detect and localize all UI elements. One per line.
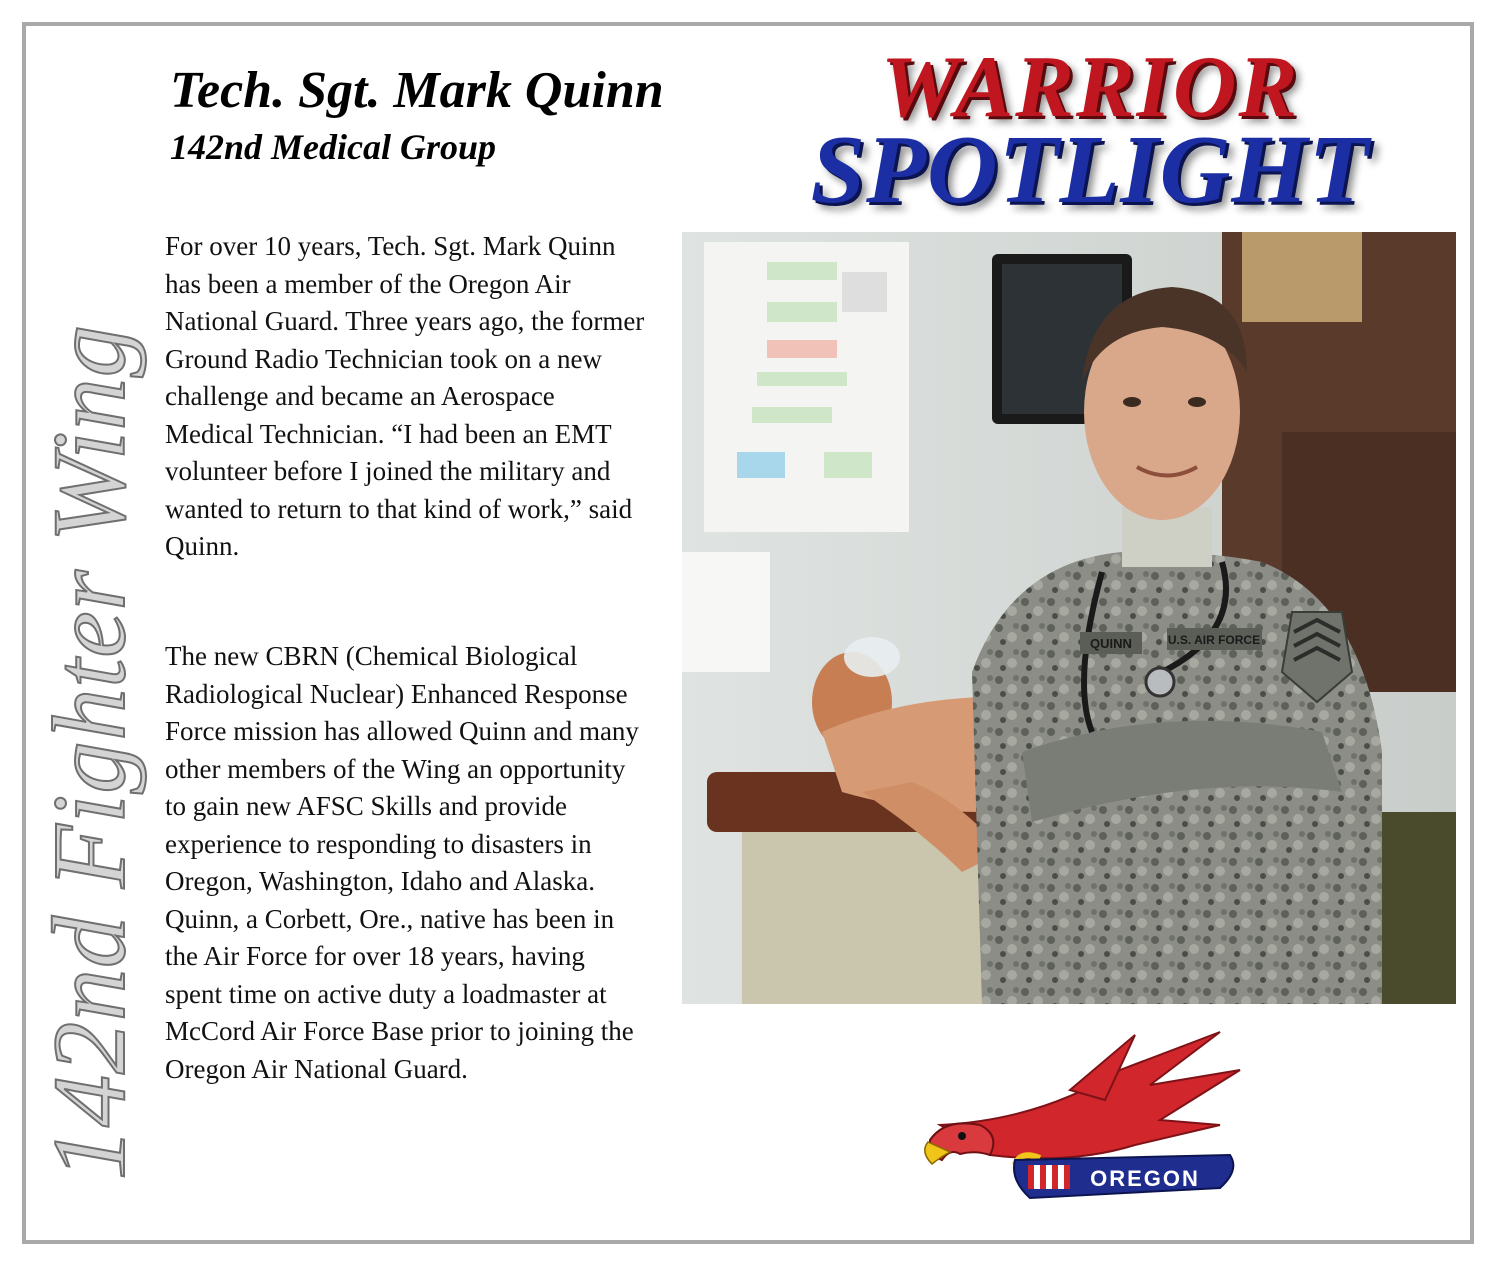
article-paragraph-2: The new CBRN (Chemical Biological Radiological Nuclear) Enhanced Response Force mission has allowed Quinn and many other members of the Wing an opportunity to gain new AFSC Skills and provide experience to responding to disasters in Oregon, Washington, Idaho and Alaska. Quinn, a Corbett, Ore., native has been in the Air Force for over 18 years, having spent time on active duty a loadmaster at McCord Air Force Base prior to joining the Oregon Air National Guard. bbox=[165, 641, 639, 1084]
wordmark-warrior: WARRIOR bbox=[880, 39, 1300, 136]
logo-banner-text: OREGON bbox=[1090, 1166, 1200, 1191]
uniform-branch-tape: U.S. AIR FORCE bbox=[1167, 633, 1261, 647]
unit-name: 142nd Medical Group bbox=[170, 127, 497, 167]
person-name: Tech. Sgt. Mark Quinn bbox=[170, 62, 664, 119]
portrait-photo bbox=[682, 232, 1456, 1004]
sidebar-title: 142nd Fighter Wing bbox=[32, 324, 147, 1180]
wordmark-spotlight: SPOTLIGHT bbox=[810, 116, 1370, 224]
article-paragraph-1: For over 10 years, Tech. Sgt. Mark Quinn has been a member of the Oregon Air National Guard. Three years ago, the former Ground Radio Technician took on a new challenge and became an Aerospace Medical Technician. “I had been an EMT volunteer before I joined the military and wanted to return to that kind of work,” said Quinn. bbox=[165, 231, 645, 561]
oregon-eagle-logo bbox=[920, 1030, 1250, 1205]
uniform-name-tape: QUINN bbox=[1090, 636, 1132, 651]
